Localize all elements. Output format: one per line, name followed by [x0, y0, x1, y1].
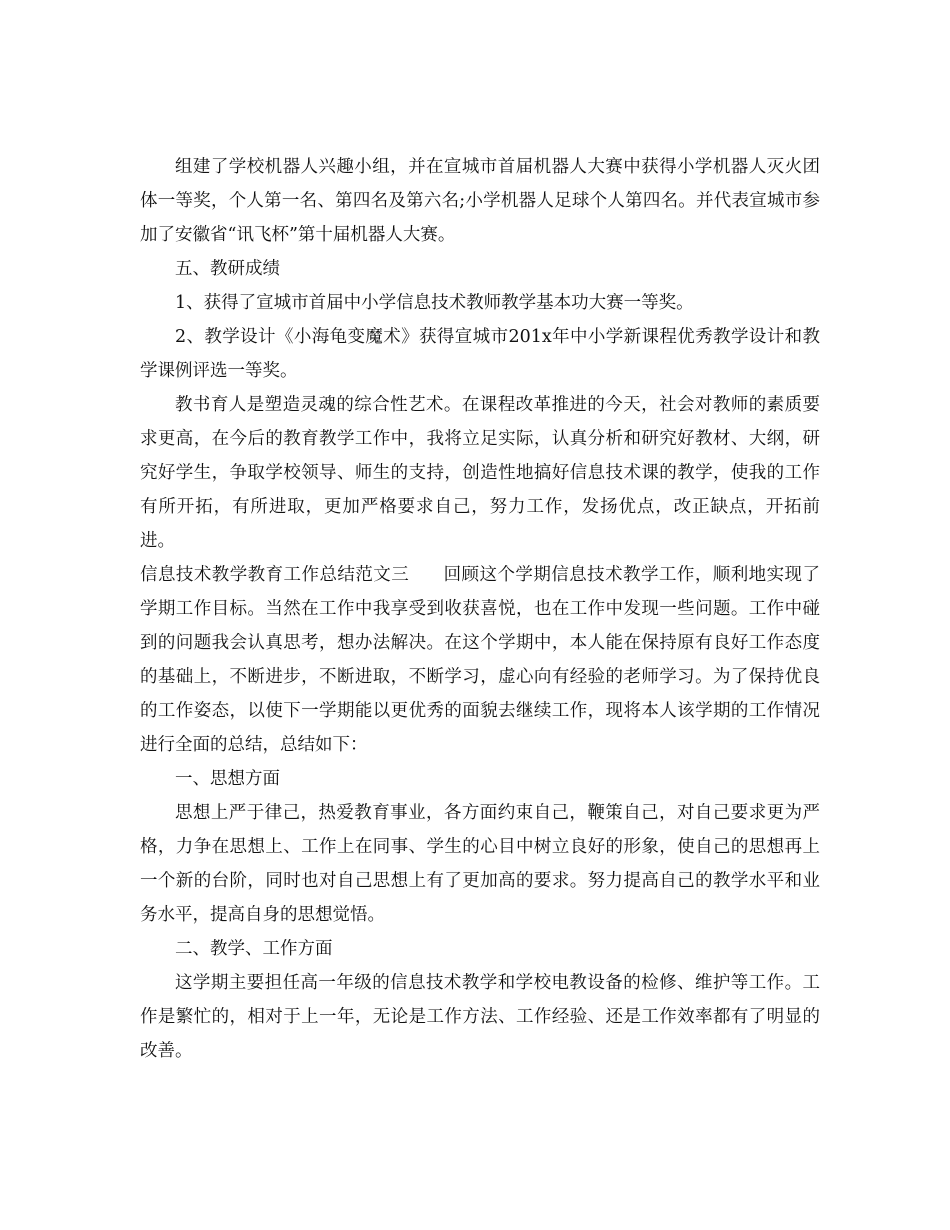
paragraph-teaching-work: 这学期主要担任高一年级的信息技术教学和学校电教设备的检修、维护等工作。工作是繁忙的，相对于上一年，无论是工作方法、工作经验、还是工作效率都有了明显的改善。 — [140, 973, 820, 1061]
list-item-award-2: 2、教学设计《小海龟变魔术》获得宣城市201x年中小学新课程优秀教学设计和教学课例评选一等奖。 — [140, 327, 820, 381]
paragraph-teaching-philosophy: 教书育人是塑造灵魂的综合性艺术。在课程改革推进的今天，社会对教师的素质要求更高，在今后的教育教学工作中，我将立足实际，认真分析和研究好教材、大纲，研究好学生，争取学校领导、师生的支持，创造性地搞好信息技术课的教学，使我的工作有所开拓，有所进取，更加严格要求自己，努力工作，发扬优点，改正缺点，开拓前进。 — [140, 395, 820, 551]
section-intro-text: 回顾这个学期信息技术教学工作，顺利地实现了学期工作目标。当然在工作中我享受到收获喜悦，也在工作中发现一些问题。工作中碰到的问题我会认真思考，想办法解决。在这个学期中，本人能在保持原有良好工作态度的基础上，不断进步，不断进取，不断学习，虚心向有经验的老师学习。为了保持优良的工作姿态，以使下一学期能以更优秀的面貌去继续工作，现将本人该学期的工作情况进行全面的总结，总结如下： — [140, 565, 821, 755]
list-item-award-1: 1、获得了宣城市首届中小学信息技术教师教学基本功大赛一等奖。 — [175, 293, 694, 313]
section-intro-paragraph — [140, 558, 820, 762]
heading-ideology: 一、思想方面 — [175, 769, 280, 789]
document-body — [140, 150, 820, 1068]
paragraph-robotics-awards: 组建了学校机器人兴趣小组，并在宣城市首届机器人大赛中获得小学机器人灭火团体一等奖，个人第一名、第四名及第六名;小学机器人足球个人第四名。并代表宣城市参加了安徽省“讯飞杯”第十届机器人大赛。 — [140, 157, 820, 245]
paragraph-ideology: 思想上严于律己，热爱教育事业，各方面约束自己，鞭策自己，对自己要求更为严格，力争在思想上、工作上在同事、学生的心目中树立良好的形象，使自己的思想再上一个新的台阶，同时也对自己思想上有了更加高的要求。努力提高自己的教学水平和业务水平，提高自身的思想觉悟。 — [140, 803, 820, 925]
section-title: 信息技术教学教育工作总结范文三 — [140, 565, 410, 585]
heading-research-results: 五、教研成绩 — [175, 259, 280, 279]
heading-teaching-work: 二、教学、工作方面 — [175, 939, 333, 959]
